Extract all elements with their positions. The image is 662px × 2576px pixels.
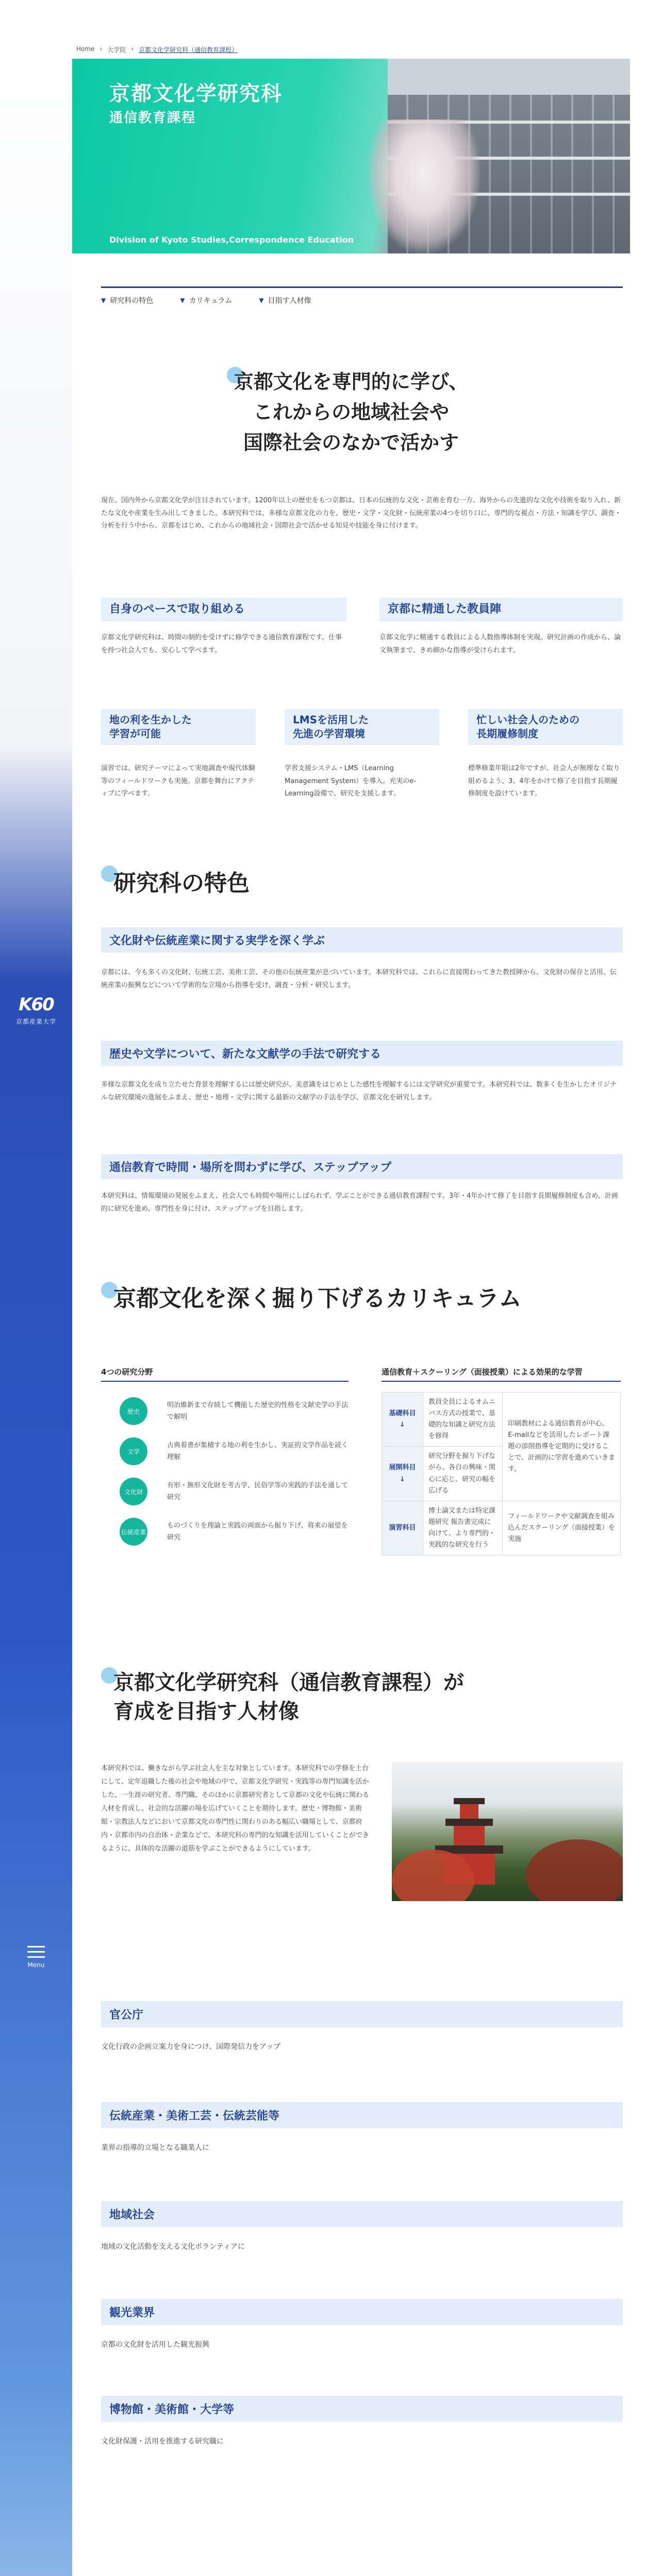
section-heading-talent	[113, 1668, 464, 1726]
breadcrumb-separator: ›	[131, 45, 134, 53]
kyoto-pagoda-photo	[392, 1762, 623, 1901]
field-description: ものづくりを理論と実践の両面から掘り下げ、将来の展望を研究	[167, 1521, 348, 1541]
curriculum-field-row	[101, 1518, 349, 1546]
anchor-link-features[interactable]	[101, 295, 153, 306]
feature-band-body: 本研究科は、情報環境の発展をふまえ、社会人でも時間や場所にしばられず、学ぶことができる通信教育課程です。3年・4年かけて修了を目指す長期履修制度も含め、計画的に研究を進め、専門性を身に付け、ステップアップを目指します。	[101, 1192, 618, 1213]
career-body: 文化行政の企画立案力を身につけ、国際発信力をアップ	[101, 2043, 281, 2051]
section-heading-curriculum: 京都文化を深く掘り下げるカリキュラム	[113, 1285, 522, 1312]
career-body: 地域の文化活動を支える文化ボランティアに	[101, 2243, 245, 2251]
feature-band-title: 歴史や文学について、新たな文献学の手法で研究する	[101, 1041, 623, 1066]
table-cell: 博士論文または特定課題研究 報告書完成に向けて、より専門的・実践的な研究を行う	[423, 1501, 503, 1555]
breadcrumb-separator: ›	[100, 45, 103, 53]
feature-body: 学習支援システム・LMS（Learning Management System）を導入。充実のe-Learning設備で、研究を支援します。	[285, 765, 416, 798]
anchor-label: 研究科の特色	[110, 297, 154, 305]
field-description: 有形・無形文化財を考古学、民俗学等の実践的手法を通して研究	[167, 1481, 349, 1501]
hero-subtitle: 通信教育課程	[109, 110, 196, 126]
breadcrumb-home[interactable]: Home	[76, 45, 95, 53]
divider	[101, 1381, 349, 1382]
field-description: 古典着書が集積する地の利を生かし、実証的文学作品を読く理解	[167, 1441, 349, 1461]
right-rail	[630, 0, 662, 2576]
hero-banner	[72, 59, 630, 253]
breadcrumb	[76, 45, 238, 54]
career-title: 観光業界	[101, 2299, 623, 2325]
table-row-head: 演習科目	[382, 1501, 423, 1555]
arrow-down-icon: ▼	[101, 297, 106, 304]
feature-title: 京都に精通した教員陣	[379, 598, 623, 621]
hero-english-title: Division of Kyoto Studies,Correspondence Education	[109, 235, 354, 245]
table-row	[382, 1393, 621, 1447]
career-title: 伝統産業・美術工芸・伝統芸能等	[101, 2102, 623, 2128]
table-row-head: 展開科目 ↓	[382, 1447, 423, 1501]
curriculum-table	[382, 1392, 621, 1555]
career-title: 地域社会	[101, 2201, 623, 2227]
hero-building-photo	[388, 59, 630, 253]
table-row	[382, 1501, 621, 1555]
lead-heading	[72, 367, 630, 458]
field-badge: 文化財	[120, 1478, 147, 1505]
field-description: 明治維新まで存続して機能した歴史的性格を文献史学の手法で解明	[167, 1401, 349, 1421]
anchor-label: 目指す人材像	[268, 297, 311, 305]
feature-body: 京都文化学に精通する教員による人数指導体制を実現。研究計画の作成から、論文執筆まで、きめ細かな指導が受けられます。	[379, 634, 621, 654]
table-row-head: 基礎科目 ↓	[382, 1393, 423, 1447]
feature-title: LMSを活用した 先進の学習環境	[285, 709, 439, 745]
side-university-name: 京都産業大学	[15, 1018, 56, 1025]
feature-band-title: 通信教育で時間・場所を問わずに学び、ステップアップ	[101, 1154, 623, 1179]
field-badge: 伝統産業	[120, 1518, 147, 1546]
table-cell: 研究分野を掘り下げながら、各自の興味・関心に応じ、研究の幅を広げる	[423, 1447, 503, 1501]
lead-heading-line: 京都文化を専門的に学び、	[234, 370, 469, 393]
feature-body: 演習では、研究テーマによって実地調査や現代体験等のフィールドワークも実施。京都を舞台にアクティブに学べます。	[101, 765, 256, 798]
hero-title: 京都文化学研究科	[109, 82, 283, 106]
table-cell: 印刷教材による通信教育が中心。E-mailなどを活用したレポート課題の添削指導を定期的に受けることで、計画的に学習を進めていきます。	[503, 1393, 621, 1501]
anchor-label: カリキュラム	[189, 297, 233, 305]
anchor-link-curriculum[interactable]	[180, 295, 232, 306]
career-title: 博物館・美術館・大学等	[101, 2396, 623, 2422]
section-heading-features: 研究科の特色	[113, 870, 250, 896]
table-cell: 教員全員によるオムニバス方式の授業で、基礎的な知識と研究方法を修得	[423, 1393, 503, 1447]
hamburger-icon	[21, 1946, 52, 1958]
feature-body: 京都文化学研究科は、時間の制約を受けずに修学できる通信教育課程です。仕事を持つ社会人でも、安心して学べます。	[101, 634, 342, 654]
breadcrumb-graduate[interactable]: 大学院	[107, 46, 126, 54]
field-badge: 歴史	[120, 1397, 147, 1425]
curriculum-field-row	[101, 1437, 349, 1465]
university-logo-mark: K60	[19, 994, 54, 1015]
curriculum-field-row	[101, 1397, 349, 1425]
career-body: 業界の指導的立場となる職業人に	[101, 2144, 209, 2152]
anchor-link-talent[interactable]	[259, 295, 311, 306]
field-badge: 文学	[120, 1437, 147, 1465]
anchor-navigation	[101, 286, 623, 306]
feature-band-title: 文化財や伝統産業に関する実学を深く学ぶ	[101, 927, 623, 953]
feature-band-body: 京都には、今も多くの文化財、伝統工芸、美術工芸、その他の伝統産業が息づいています。本研究科では、これらに直接関わってきた教授陣から、文化財の保存と活用、伝統産業の振興などについて学術的な立場から指導を受け、調査・分析・研究します。	[101, 969, 617, 989]
curriculum-field-row	[101, 1478, 349, 1505]
career-body: 文化財保護・活用を推進する研究職に	[101, 2437, 224, 2446]
divider	[382, 1381, 621, 1382]
arrow-down-icon: ▼	[180, 297, 185, 304]
curriculum-learning-title: 通信教育＋スクーリング（面接授業）による効果的な学習	[382, 1367, 583, 1377]
heading-line: 京都文化学研究科（通信教育課程）が	[113, 1671, 464, 1694]
breadcrumb-current: 京都文化学研究科（通信教育課程）	[139, 46, 238, 54]
feature-title: 忙しい社会人のための 長期履修制度	[468, 709, 623, 745]
menu-button[interactable]	[21, 1942, 52, 1969]
feature-body: 標準修業年限は2年ですが、社会人が無理なく取り組めるよう、3、4年をかけて修了を目指す長期履修制度を設けています。	[468, 765, 620, 798]
side-navigation	[0, 0, 72, 2576]
curriculum-fields-title: 4つの研究分野	[101, 1367, 153, 1377]
lead-heading-line: これからの地域社会や	[253, 400, 449, 423]
career-body: 京都の文化財を活用した観光振興	[101, 2341, 209, 2349]
feature-title: 自身のペースで取り組める	[101, 598, 346, 621]
table-cell: フィールドワークや文献調査を組み込んだスクーリング（面接授業）を実施	[503, 1501, 621, 1555]
menu-label: Menu	[27, 1961, 45, 1969]
arrow-down-icon: ▼	[259, 297, 264, 304]
feature-band-body: 多様な京都文化を成り立たせた背景を理解するには歴史研究が、美意識をはじめとした感性を理解するには文学研究が重要です。本研究科では、数多くを生かしたオリジナルな研究環境の進展をふまえ、歴史・地理・文学に関する最新の文献学の手法を学び、京都文化を研究します。	[101, 1081, 617, 1101]
talent-body: 本研究科では、働きながら学ぶ社会人を主な対象としています。本研究科での学修を土台にして、定年退職した後の社会や地域の中で、京都文化学研究・実践等の専門知識を活かした、一生涯の研究者、専門職、そのほかに京都研究者として京都の文化や伝統に関わる人材を育成し、社会的な活躍の場を広げていくことを期待します。歴史・博物館・美術館・宗教法人などにおいて京都文化の専門性に関わりのある幅広い職場として、京都府内・京都市内の自治体・企業などで、本研究科の専門的な知識を活用していくことができるように、具体的な活躍の道筋を学ぶことができるようにしています。	[101, 1765, 370, 1853]
heading-line: 育成を目指す人材像	[113, 1700, 299, 1723]
side-logo[interactable]	[10, 994, 62, 1026]
feature-title: 地の利を生かした 学習が可能	[101, 709, 256, 745]
lead-heading-line: 国際社会のなかで活かす	[243, 431, 459, 454]
career-title: 官公庁	[101, 2001, 623, 2027]
lead-body: 現在、国内外から京都文化学が注目されています。1200年以上の歴史をもつ京都は、日本の伝統的な文化・芸術を育む一方、海外からの先進的な文化や技術を取り入れ、新たな文化や産業を生み出してきました。本研究科では、多様な京都文化の力を、歴史・文学・文化財・伝統産業の4つを切り口に、専門的な視点・方法・知識を学び、調査・分析を行う中から、京都をはじめ、これからの地域社会・国際社会で活かせる知見や技能を身に付けます。	[101, 497, 621, 530]
